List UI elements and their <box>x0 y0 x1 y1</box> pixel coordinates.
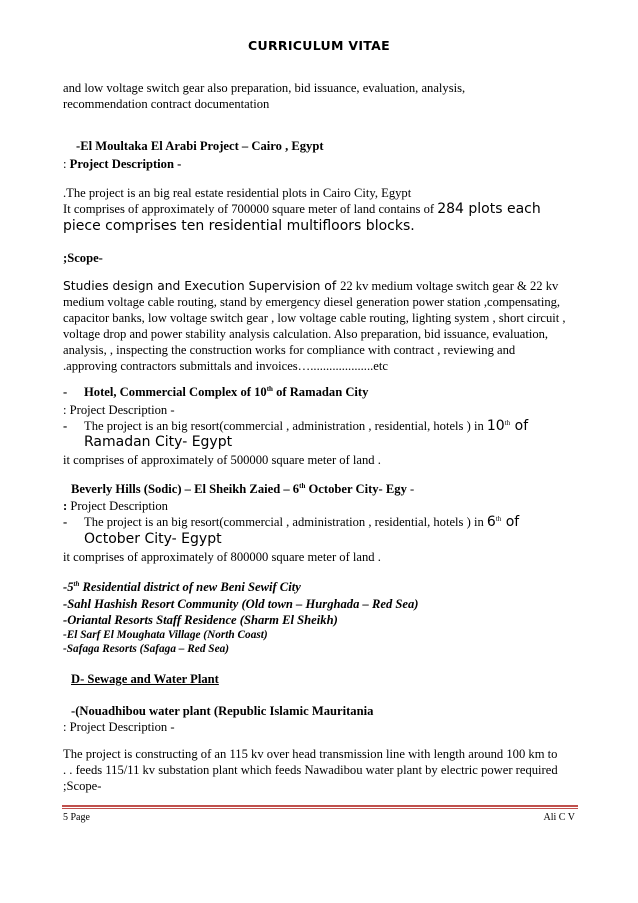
beverly-desc-text: Project Description <box>67 499 168 513</box>
moultaka-desc-label: Project Description - <box>69 157 182 171</box>
beverly-title-a: Beverly Hills (Sodic) – El Sheikh Zaied – 6 <box>71 482 300 496</box>
hotel-title <box>84 384 368 400</box>
nouadhibou-line-2: . . feeds 115/11 kv substation plant which feeds Nawadibou water plant by electric power required <box>63 763 558 777</box>
hotel-bullet-text: The project is an big resort(commercial , administration , residential, hotels ) in <box>84 419 487 433</box>
project-el-sarf: -El Sarf El Moughata Village (North Coast) <box>63 629 268 641</box>
moultaka-line-2 <box>63 201 541 217</box>
beverly-desc-mark: : <box>63 499 68 513</box>
hotel-bullet <box>84 418 528 434</box>
hotel-desc: : Project Description - <box>63 403 175 417</box>
project-beni-sewif-sup: th <box>73 580 80 588</box>
beverly-area: it comprises of approximately of 800000 square meter of land . <box>63 550 381 564</box>
moultaka-scope-lead: Studies design and Execution Supervision of <box>63 279 341 293</box>
hotel-bullet-sup: th <box>504 419 511 427</box>
project-safaga: -Safaga Resorts (Safaga – Red Sea) <box>63 643 230 655</box>
beverly-bullet <box>84 514 519 530</box>
moultaka-scope-line-6: .approving contractors submittals and invoices…....................etc <box>63 359 388 373</box>
moultaka-line-3: piece comprises ten residential multifloors blocks. <box>63 218 415 234</box>
beverly-desc <box>63 498 168 514</box>
moultaka-scope-line-1 <box>63 278 558 294</box>
beverly-title-sup: th <box>299 482 306 490</box>
intro-line-1: and low voltage switch gear also preparation, bid issuance, evaluation, analysis, <box>63 81 466 95</box>
moultaka-line-2-count: 284 plots each <box>437 201 541 217</box>
nouadhibou-title: -(Nouadhibou water plant (Republic Islamic Mauritania <box>71 704 374 718</box>
beverly-bullet-sup: th <box>495 515 502 523</box>
beverly-bullet-text: The project is an big resort(commercial , administration , residential, hotels ) in <box>84 515 487 529</box>
moultaka-desc <box>63 156 181 172</box>
moultaka-scope-line-2: medium voltage cable routing, stand by emergency diesel generation power station ,compensating, <box>63 295 561 309</box>
hotel-title-sup: th <box>266 385 273 393</box>
moultaka-title: -El Moultaka El Arabi Project – Cairo , Egypt <box>76 139 324 153</box>
hotel-title-b: of Ramadan City <box>272 385 369 399</box>
beverly-title-b: October City- Egy <box>305 482 407 496</box>
sewage-heading: D- Sewage and Water Plant <box>71 672 219 686</box>
footer-rule <box>62 805 578 807</box>
project-beni-sewif-b: Residential district of new Beni Sewif City <box>79 580 301 594</box>
nouadhibou-line-3: ;Scope- <box>63 779 102 793</box>
footer-page-number: 5 Page <box>63 812 90 823</box>
project-beni-sewif <box>63 579 301 595</box>
project-oriantal-resorts: -Oriantal Resorts Staff Residence (Sharm El Sheikh) <box>63 613 338 627</box>
page-title: CURRICULUM VITAE <box>248 38 390 53</box>
hotel-title-a: Hotel, Commercial Complex of 10 <box>84 385 267 399</box>
footer-author: Ali C V <box>543 812 575 823</box>
beverly-bullet-cont: October City- Egypt <box>84 531 222 547</box>
moultaka-scope-line-5: analysis, , inspecting the construction works for compliance with contract , reviewing and <box>63 343 516 357</box>
nouadhibou-line-1: The project is constructing of an 115 kv over head transmission line with length around 100 km to <box>63 747 558 761</box>
footer-rule-thin <box>62 808 578 809</box>
moultaka-desc-prefix: : <box>63 157 70 171</box>
moultaka-scope-label: ;Scope- <box>63 251 103 265</box>
beverly-title-end: - <box>406 482 415 496</box>
hotel-dash: - <box>63 385 68 399</box>
hotel-bullet-end: of <box>510 418 529 434</box>
project-beni-sewif-a: -5 <box>63 580 74 594</box>
moultaka-scope-text: 22 kv medium voltage switch gear & 22 kv <box>340 279 559 293</box>
moultaka-line-1: .The project is an big real estate residential plots in Cairo City, Egypt <box>63 186 412 200</box>
project-sahl-hashish: -Sahl Hashish Resort Community (Old town – Hurghada – Red Sea) <box>63 597 419 611</box>
moultaka-scope-line-4: voltage drop and power stability analysis calculation. Also preparation, bid issuance, evaluation, <box>63 327 549 341</box>
moultaka-line-2-text: It comprises of approximately of 700000 square meter of land contains of <box>63 202 438 216</box>
hotel-area: it comprises of approximately of 500000 square meter of land . <box>63 453 381 467</box>
beverly-bullet-end: of <box>501 514 520 530</box>
nouadhibou-desc: : Project Description - <box>63 720 175 734</box>
hotel-bullet-cont: Ramadan City- Egypt <box>84 434 233 450</box>
beverly-bullet-dash: - <box>63 515 68 529</box>
intro-line-2: recommendation contract documentation <box>63 97 270 111</box>
beverly-bullet-num: 6 <box>486 514 496 530</box>
beverly-title <box>71 481 414 497</box>
hotel-bullet-dash: - <box>63 419 68 433</box>
moultaka-scope-line-3: capacitor banks, low voltage switch gear , low voltage cable routing, lighting system , short circuit , <box>63 311 566 325</box>
hotel-bullet-num: 10 <box>486 418 505 434</box>
